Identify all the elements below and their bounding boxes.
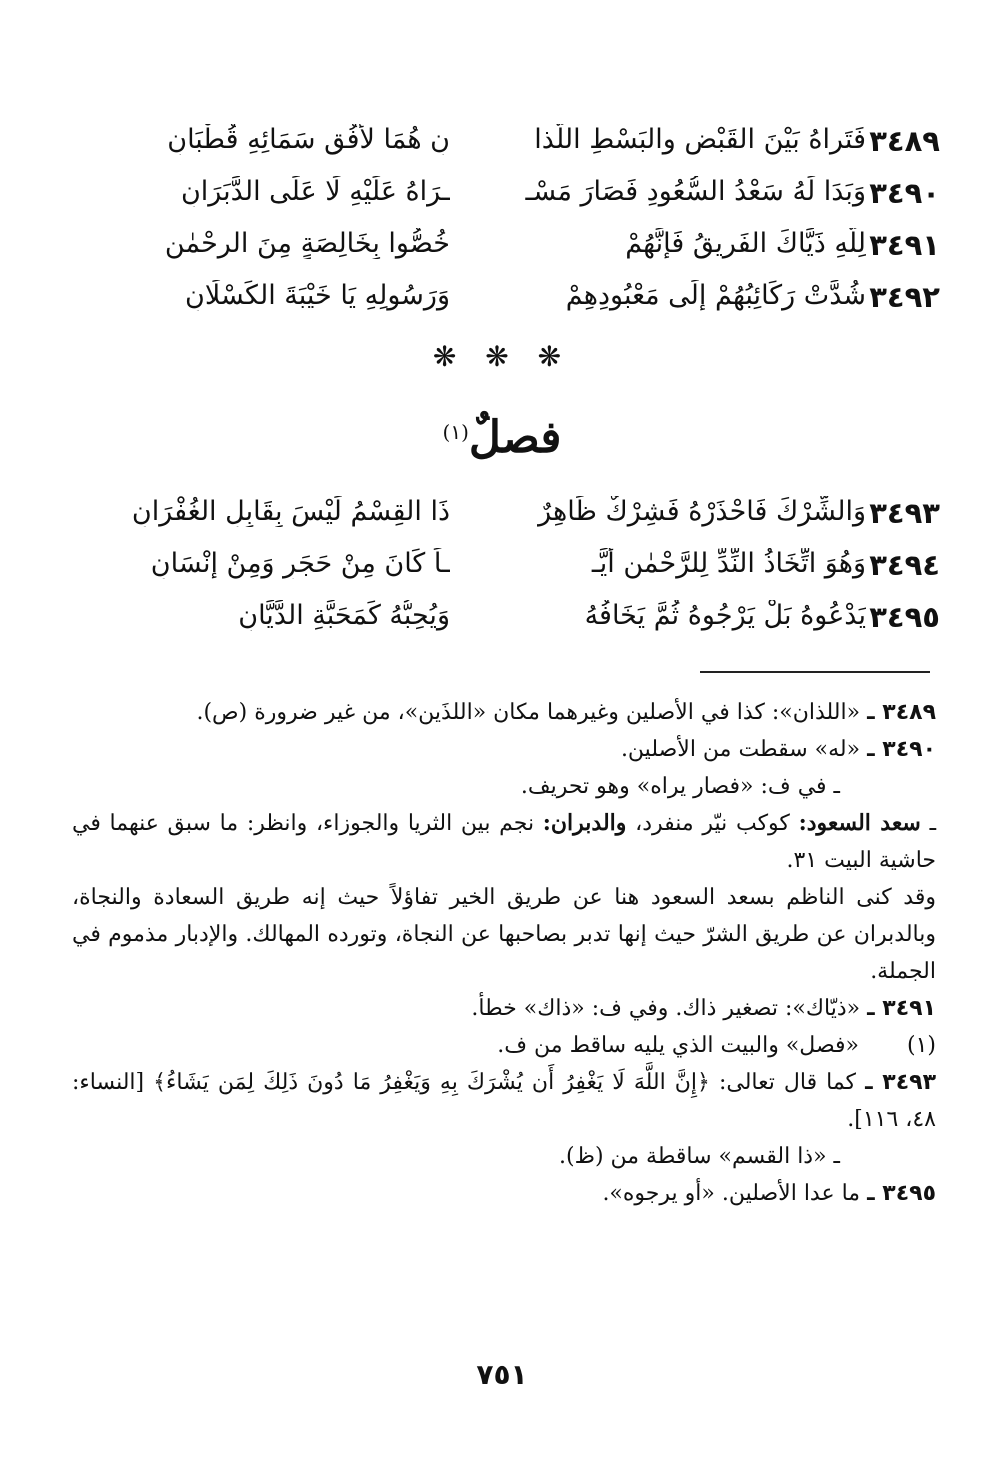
footnote: [72, 694, 936, 731]
term-label: سعد السعود:: [798, 810, 921, 836]
footnote-text: «فصل» والبيت الذي يليه ساقط من ف.: [497, 1033, 859, 1058]
term-text: نجم بين الثريا والجوزاء، وانظر: ما سبق عنهما في حاشية البيت ٣١.: [72, 811, 936, 873]
footnote-subnote: [72, 805, 936, 879]
heading-note-ref: (١): [442, 420, 469, 444]
verse-first-hemistich: وَالشِّرْكَ فَاحْذَرْهُ فَشِرْكٌ ظَاهِرٌ: [538, 496, 866, 527]
footnote-number: ٣٤٩٣ ـ: [865, 1070, 937, 1095]
verse-first-hemistich: وَهُوَ اتِّخَاذُ النِّدِّ لِلرَّحْمٰنِ أَيَّـ: [591, 548, 866, 579]
verse-number: ٣٤٨٩: [869, 124, 940, 158]
verse-first-hemistich: فَتَراهُ بَيْنَ القَبْضِ والبَسْطِ اللَّذا: [534, 124, 866, 155]
footnote-text: «له» سقطت من الأصلين.: [620, 737, 861, 762]
footnote-number: ٣٤٩٥ ـ: [867, 1181, 936, 1206]
verse-number: ٣٤٩٠: [869, 176, 940, 210]
term-text: كوكب نيّر منفرد،: [635, 811, 790, 836]
section-separator: ❋ ❋ ❋: [432, 340, 572, 373]
verse-second-hemistich: وَرَسُولِهِ يَا خَيْبَةَ الكَسْلَانِ: [185, 280, 450, 311]
footnote-subnote: ـ في ف: «فصار يراه» وهو تحريف.: [520, 774, 840, 799]
footnote-text: ما عدا الأصلين. «أو يرجوه».: [602, 1181, 861, 1206]
verse-number: ٣٤٩١: [869, 228, 940, 262]
verse-row: [60, 118, 940, 170]
verse-second-hemistich: خُصُّوا بِخَالِصَةٍ مِنَ الرحْمٰنِ: [164, 228, 450, 259]
footnote-number: ٣٤٩١ ـ: [867, 996, 936, 1021]
page-number: ٧٥١: [476, 1358, 528, 1391]
verse-second-hemistich: نِ هُمَا لأُفُقِ سَمَائِهِ قُطْبَانِ: [167, 124, 450, 155]
verse-row: [60, 170, 940, 222]
verse-first-hemistich: لِلّهِ ذَيَّاكَ الفَرِيقُ فَإنَّهُمْ: [625, 228, 866, 259]
verse-second-hemistich: وَيُحِبُّهُ كَمَحَبَّةِ الدَّيَّانِ: [238, 600, 450, 631]
verse-number: ٣٤٩٤: [869, 548, 940, 582]
footnote: [72, 1027, 936, 1064]
verse-number: ٣٤٩٣: [869, 496, 940, 530]
verse-first-hemistich: وَبَدَا لَهُ سَعْدُ السُّعُودِ فَصَارَ مَسْـ: [525, 176, 866, 207]
footnote-subnote: ـ «ذا القسم» ساقطة من (ظ).: [559, 1144, 840, 1169]
footnote-number: ٣٤٩٠ ـ: [867, 737, 936, 762]
dash: ـ: [929, 811, 937, 836]
footnote: [72, 1064, 936, 1138]
verse-second-hemistich: ـرَاهُ عَلَيْهِ لَا عَلَى الدَّبَرَانِ: [180, 176, 450, 207]
term-label: والدبران:: [542, 810, 627, 836]
footnote: [72, 731, 936, 768]
footnote-text: «اللذان»: كذا في الأصلين وغيرهما مكان «اللذَين»، من غير ضرورة (ص).: [196, 700, 861, 725]
verse-row: [60, 274, 940, 326]
footnote-number: (١): [906, 1033, 936, 1058]
verse-second-hemistich: ذَا القِسْمُ لَيْسَ بِقَابِلِ الغُفْرَانِ: [131, 496, 450, 527]
verse-number: ٣٤٩٥: [869, 600, 940, 634]
verse-second-hemistich: ـاً كَانَ مِنْ حَجَرٍ وَمِنْ إِنْسَانِ: [150, 548, 450, 579]
verse-row: [60, 490, 940, 542]
footnotes: [72, 694, 936, 1212]
footnote-number: ٣٤٨٩ ـ: [867, 700, 936, 725]
verse-row: [60, 594, 940, 646]
verse-first-hemistich: يَدْعُوهُ بَلْ يَرْجُوهُ ثُمَّ يَخَافُهُ: [584, 600, 866, 631]
heading-title: فصلٌ: [468, 412, 562, 463]
verses-bottom: [60, 490, 940, 646]
footnote: [72, 1175, 936, 1212]
section-heading: [0, 412, 1004, 463]
verses-top: [60, 118, 940, 326]
verse-number: ٣٤٩٢: [869, 280, 940, 314]
footnote-text: «ذيّاك»: تصغير ذاك. وفي ف: «ذاك» خطأ.: [471, 996, 861, 1021]
footnote-text: كما قال تعالى: ﴿إِنَّ اللَّهَ لَا يَغْفِرُ أَن يُشْرَكَ بِهِ وَيَغْفِرُ مَا دُونَ ذَلِكَ لِمَن يَشَاءُ﴾ [النساء: ٤٨، ١١٦].: [72, 1070, 936, 1132]
verse-row: [60, 222, 940, 274]
footnote-divider: [700, 671, 930, 673]
verse-first-hemistich: شُدَّتْ رَكَائِبُهُمْ إِلَى مَعْبُودِهِمْ: [565, 280, 866, 311]
verse-row: [60, 542, 940, 594]
footnote: [72, 990, 936, 1027]
footnote-paragraph: وقد كنى الناظم بسعد السعود هنا عن طريق الخير تفاؤلاً حيث إنه طريق السعادة والنجاة، وبالدبران عن طريق الشرّ حيث إنها تدبر بصاحبها عن النجاة، وتورده المهالك. والإدبار مذموم في الجملة.: [72, 885, 936, 984]
